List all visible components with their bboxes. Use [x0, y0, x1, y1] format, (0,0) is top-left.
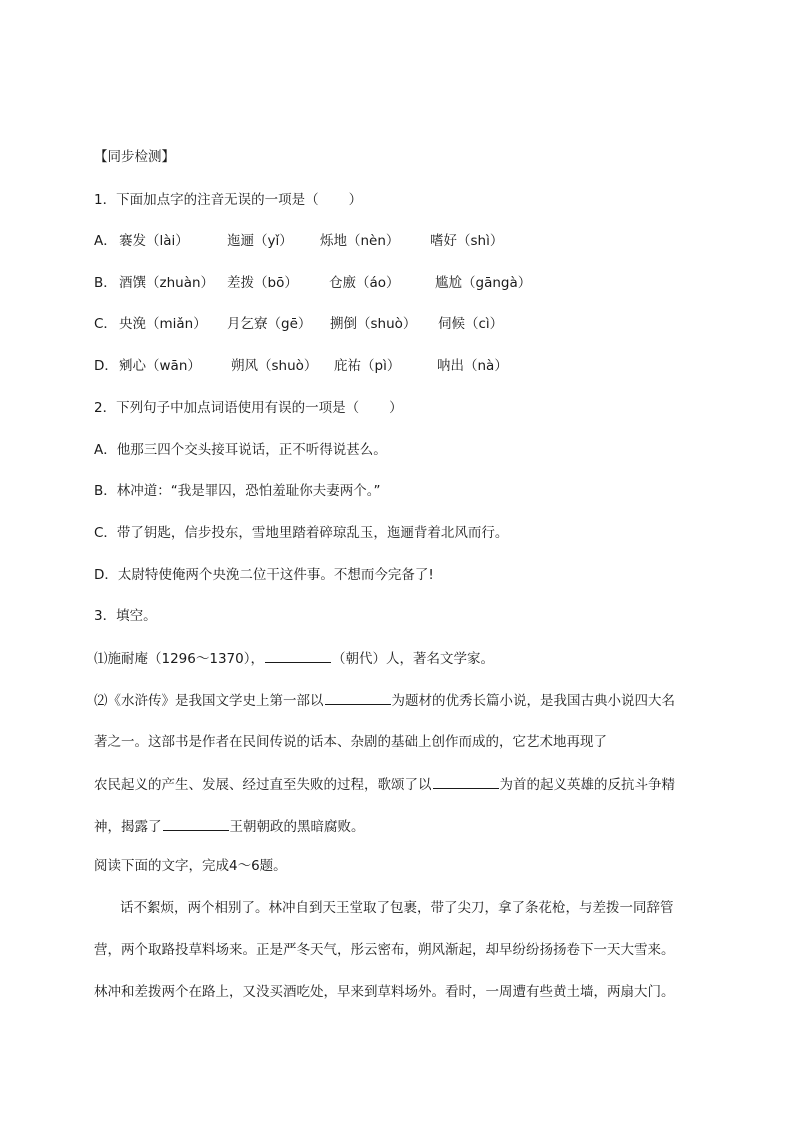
fill-text: 为题材的优秀长篇小说，是我国古典小说四大名 — [391, 693, 675, 709]
option-item: 仓廒（áo） — [329, 275, 400, 291]
option-item: 嗜好（shì） — [430, 233, 504, 249]
option-item: 烁地（nèn） — [320, 233, 400, 249]
question-2-stem — [94, 398, 403, 418]
reading-instruction: 阅读下面的文字，完成4～6题。 — [94, 858, 287, 874]
option-item: 褰发（lài） — [119, 233, 189, 249]
question-3-stem: 3．填空。 — [94, 608, 157, 624]
option-label: B． — [94, 275, 117, 291]
reading-passage-line: 话不絮烦，两个相别了。林冲自到天王堂取了包裹，带了尖刀，拿了条花枪，与差拨一同辞管 — [120, 900, 674, 916]
fill-blank[interactable] — [433, 774, 499, 789]
option-item: 庇祐（pì） — [334, 358, 401, 374]
question-3-part-2-line-3 — [94, 774, 675, 795]
option-item: 搠倒（shuò） — [330, 316, 417, 332]
option-item: 酒馔（zhuàn） — [119, 275, 215, 291]
section-title: 【同步检测】 — [94, 149, 175, 165]
option-item: 剜心（wān） — [119, 358, 201, 374]
question-1-stem — [94, 190, 362, 210]
question-2-option-a: A．他那三四个交头接耳说话，正不听得说甚么。 — [94, 442, 387, 458]
fill-text: （朝代）人，著名文学家。 — [331, 651, 494, 667]
question-1-option-d — [94, 356, 508, 376]
option-item: 差拨（bō） — [227, 275, 298, 291]
question-1-paren-close: ） — [348, 192, 363, 208]
fill-text: 王朝朝政的黑暗腐败。 — [229, 819, 365, 835]
option-item: 尴尬（gāngà） — [435, 275, 532, 291]
question-2-option-c: C．带了钥匙，信步投东，雪地里踏着碎琼乱玉，迤逦背着北风而行。 — [94, 525, 509, 541]
question-1-option-b — [94, 273, 532, 293]
option-item: 月乞寮（gē） — [227, 316, 312, 332]
question-1-option-a — [94, 231, 504, 251]
fill-blank[interactable] — [163, 816, 229, 831]
fill-text: 为首的起义英雄的反抗斗争精 — [499, 777, 675, 793]
question-2-paren-close: ） — [389, 400, 403, 416]
fill-text: 神，揭露了 — [94, 819, 162, 835]
question-3-part-2-line-2: 著之一。这部书是作者在民间传说的话本、杂剧的基础上创作而成的，它艺术地再现了 — [94, 734, 607, 750]
fill-text: ⑴施耐庵（1296～1370）， — [94, 651, 264, 667]
option-label: A． — [94, 233, 117, 249]
option-item: 央浼（miǎn） — [119, 316, 207, 332]
option-item: 伺候（cì） — [438, 316, 504, 332]
question-2-option-b: B．林冲道：“我是罪囚，恐怕羞耻你夫妻两个。” — [94, 483, 381, 499]
question-2-option-d: D．太尉特使俺两个央浼二位干这件事。不想而今完备了! — [94, 567, 434, 583]
question-3-part-2-line-4 — [94, 816, 365, 837]
reading-passage-line: 营，两个取路投草料场来。正是严冬天气，彤云密布，朔风渐起，却早纷纷扬扬卷下一天大雪来。 — [94, 942, 675, 958]
fill-blank[interactable] — [265, 648, 331, 663]
fill-blank[interactable] — [325, 690, 391, 705]
option-item: 朔风（shuò） — [231, 358, 318, 374]
reading-passage-line: 林冲和差拨两个在路上，又没买酒吃处，早来到草料场外。看时，一周遭有些黄土墙，两扇大门。 — [94, 984, 675, 1000]
question-1-text: 1．下面加点字的注音无误的一项是（ — [94, 192, 319, 208]
fill-text: ⑵《水浒传》是我国文学史上第一部以 — [94, 693, 324, 709]
option-label: C． — [94, 316, 117, 332]
option-label: D． — [94, 358, 118, 374]
option-item: 呐出（nà） — [437, 358, 508, 374]
question-3-part-2-line-1 — [94, 690, 675, 711]
question-3-part-1 — [94, 648, 494, 669]
fill-text: 农民起义的产生、发展、经过直至失败的过程，歌颂了以 — [94, 777, 432, 793]
option-item: 迤逦（yǐ） — [227, 233, 293, 249]
question-1-option-c — [94, 314, 504, 334]
question-2-text: 2．下列句子中加点词语使用有误的一项是（ — [94, 400, 360, 416]
